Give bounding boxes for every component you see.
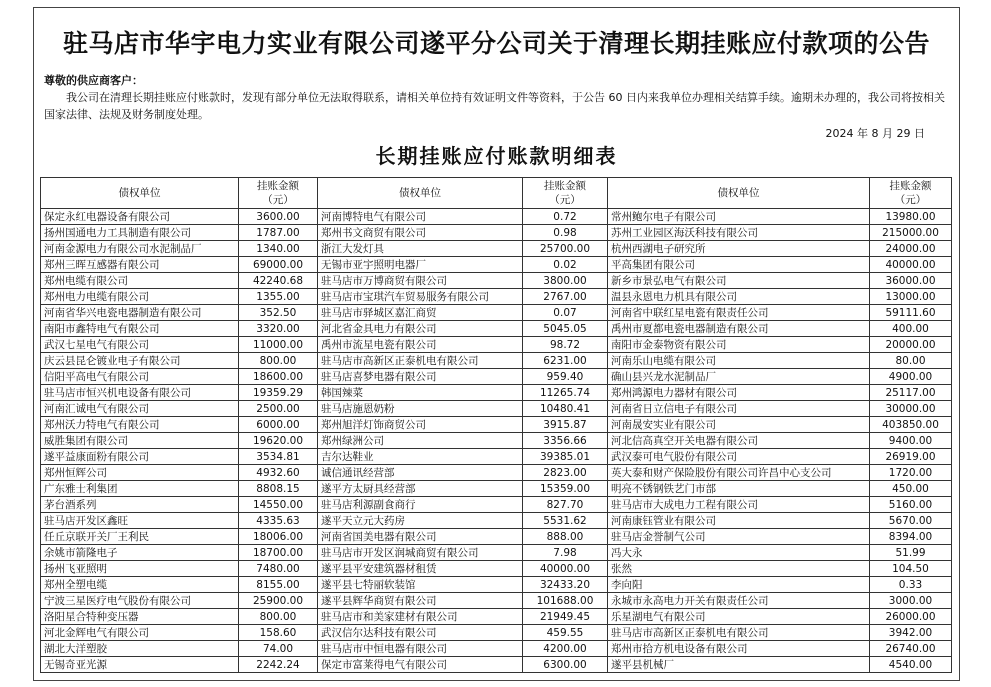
creditor-name: 武汉信尔达科技有限公司 — [318, 625, 523, 641]
creditor-name: 武汉七星电气有限公司 — [41, 337, 239, 353]
amount-value: 7480.00 — [239, 561, 318, 577]
amount-value: 403850.00 — [870, 417, 952, 433]
amount-value: 2500.00 — [239, 401, 318, 417]
creditor-name: 河南省国美电器有限公司 — [318, 529, 523, 545]
creditor-name: 平高集团有限公司 — [608, 257, 870, 273]
creditor-name: 庆云县昆仑镀业电子有限公司 — [41, 353, 239, 369]
creditor-name: 河南康钰管业有限公司 — [608, 513, 870, 529]
creditor-name: 英大泰和财产保险股份有限公司许昌中心支公司 — [608, 465, 870, 481]
table-row — [41, 305, 952, 321]
creditor-name: 河南省华兴电瓷电器制造有限公司 — [41, 305, 239, 321]
creditor-name: 郑州旭洋灯饰商贸公司 — [318, 417, 523, 433]
creditor-name: 遂平方太厨具经营部 — [318, 481, 523, 497]
creditor-name: 无锡奇亚光源 — [41, 657, 239, 673]
creditor-name: 诚信通讯经营部 — [318, 465, 523, 481]
table-row — [41, 625, 952, 641]
creditor-name: 茅台酒系列 — [41, 497, 239, 513]
amount-value: 20000.00 — [870, 337, 952, 353]
amount-value: 827.70 — [523, 497, 608, 513]
amount-value: 18700.00 — [239, 545, 318, 561]
amount-value: 21949.45 — [523, 609, 608, 625]
creditor-name: 驻马店金誉制气公司 — [608, 529, 870, 545]
creditor-name: 驻马店市大成电力工程有限公司 — [608, 497, 870, 513]
header-creditor-3: 债权单位 — [608, 178, 870, 209]
payables-table — [40, 177, 952, 673]
amount-value: 450.00 — [870, 481, 952, 497]
amount-value: 800.00 — [239, 353, 318, 369]
creditor-name: 冯大永 — [608, 545, 870, 561]
amount-value: 15359.00 — [523, 481, 608, 497]
creditor-name: 驻马店市和美家建材有限公司 — [318, 609, 523, 625]
amount-value: 98.72 — [523, 337, 608, 353]
amount-value: 459.55 — [523, 625, 608, 641]
creditor-name: 禹州市夏都电瓷电器制造有限公司 — [608, 321, 870, 337]
amount-value: 7.98 — [523, 545, 608, 561]
table-row — [41, 353, 952, 369]
table-title: 长期挂账应付账款明细表 — [375, 144, 618, 168]
amount-value: 6300.00 — [523, 657, 608, 673]
notice-date: 2024 年 8 月 29 日 — [825, 127, 925, 140]
table-row — [41, 641, 952, 657]
creditor-name: 吉尔达鞋业 — [318, 449, 523, 465]
table-row — [41, 513, 952, 529]
salutation: 尊敬的供应商客户： — [44, 74, 143, 87]
table-body — [41, 209, 952, 673]
table-row — [41, 241, 952, 257]
amount-value: 352.50 — [239, 305, 318, 321]
amount-value: 8808.15 — [239, 481, 318, 497]
creditor-name: 浙江大发灯具 — [318, 241, 523, 257]
amount-value: 25117.00 — [870, 385, 952, 401]
table-row — [41, 321, 952, 337]
amount-value: 8155.00 — [239, 577, 318, 593]
amount-value: 1355.00 — [239, 289, 318, 305]
amount-value: 74.00 — [239, 641, 318, 657]
table-row — [41, 609, 952, 625]
creditor-name: 驻马店市高新区正泰机电有限公司 — [608, 625, 870, 641]
header-creditor-2: 债权单位 — [318, 178, 523, 209]
amount-value: 3800.00 — [523, 273, 608, 289]
creditor-name: 驻马店施恩奶粉 — [318, 401, 523, 417]
creditor-name: 河北金辉电气有限公司 — [41, 625, 239, 641]
table-row — [41, 545, 952, 561]
amount-value: 3915.87 — [523, 417, 608, 433]
creditor-name: 河南省中联红星电瓷有限责任公司 — [608, 305, 870, 321]
table-row — [41, 577, 952, 593]
amount-value: 4200.00 — [523, 641, 608, 657]
amount-value: 959.40 — [523, 369, 608, 385]
table-row — [41, 561, 952, 577]
amount-value: 0.33 — [870, 577, 952, 593]
creditor-name: 郑州恒辉公司 — [41, 465, 239, 481]
amount-value: 40000.00 — [870, 257, 952, 273]
creditor-name: 郑州书文商贸有限公司 — [318, 225, 523, 241]
creditor-name: 遂平县辉华商贸有限公司 — [318, 593, 523, 609]
creditor-name: 南阳市鑫特电气有限公司 — [41, 321, 239, 337]
creditor-name: 郑州全塑电缆 — [41, 577, 239, 593]
table-row — [41, 209, 952, 225]
creditor-name: 郑州三晖互感器有限公司 — [41, 257, 239, 273]
amount-value: 3356.66 — [523, 433, 608, 449]
amount-value: 2242.24 — [239, 657, 318, 673]
amount-value: 101688.00 — [523, 593, 608, 609]
creditor-name: 扬州飞亚照明 — [41, 561, 239, 577]
amount-value: 25900.00 — [239, 593, 318, 609]
amount-value: 8394.00 — [870, 529, 952, 545]
amount-value: 4540.00 — [870, 657, 952, 673]
creditor-name: 确山县兴龙水泥制品厂 — [608, 369, 870, 385]
amount-value: 11265.74 — [523, 385, 608, 401]
creditor-name: 驻马店市宝琪汽车贸易服务有限公司 — [318, 289, 523, 305]
amount-value: 5531.62 — [523, 513, 608, 529]
amount-value: 3000.00 — [870, 593, 952, 609]
table-row — [41, 433, 952, 449]
creditor-name: 南阳市金泰物资有限公司 — [608, 337, 870, 353]
table-row — [41, 401, 952, 417]
creditor-name: 杭州西湖电子研究所 — [608, 241, 870, 257]
creditor-name: 遂平县平安建筑器材租赁 — [318, 561, 523, 577]
creditor-name: 遂平县七特丽软装馆 — [318, 577, 523, 593]
amount-value: 19359.29 — [239, 385, 318, 401]
amount-value: 30000.00 — [870, 401, 952, 417]
table-row — [41, 529, 952, 545]
amount-value: 215000.00 — [870, 225, 952, 241]
amount-value: 2767.00 — [523, 289, 608, 305]
notice-title: 驻马店市华宇电力实业有限公司遂平分公司关于清理长期挂账应付款项的公告 — [62, 29, 930, 58]
header-amount-3 — [870, 178, 952, 209]
creditor-name: 明亮不锈钢铁艺门市部 — [608, 481, 870, 497]
creditor-name: 郑州市拾方机电设备有限公司 — [608, 641, 870, 657]
header-amount-1 — [239, 178, 318, 209]
creditor-name: 温县永恩电力机具有限公司 — [608, 289, 870, 305]
table-row — [41, 385, 952, 401]
amount-value: 11000.00 — [239, 337, 318, 353]
amount-value: 3320.00 — [239, 321, 318, 337]
creditor-name: 永城市永高电力开关有限责任公司 — [608, 593, 870, 609]
amount-value: 69000.00 — [239, 257, 318, 273]
creditor-name: 驻马店市万博商贸有限公司 — [318, 273, 523, 289]
creditor-name: 河南乐山电缆有限公司 — [608, 353, 870, 369]
amount-value: 26000.00 — [870, 609, 952, 625]
amount-value: 18600.00 — [239, 369, 318, 385]
amount-value: 3942.00 — [870, 625, 952, 641]
amount-value: 13000.00 — [870, 289, 952, 305]
table-row — [41, 369, 952, 385]
table-row — [41, 417, 952, 433]
table-row — [41, 593, 952, 609]
table-row — [41, 497, 952, 513]
creditor-name: 驻马店利源副食商行 — [318, 497, 523, 513]
creditor-name: 扬州国通电力工具制造有限公司 — [41, 225, 239, 241]
amount-value: 5670.00 — [870, 513, 952, 529]
notice-body: 我公司在清理长期挂账应付账款时，发现有部分单位无法取得联系，请相关单位持有效证明文件等资料，于公告 60 日内来我单位办理相关结算手续。逾期未办理的，我公司将按相关国家法律、法规及财务制度处理。 — [44, 91, 945, 121]
creditor-name: 郑州绿洲公司 — [318, 433, 523, 449]
creditor-name: 新乡市景弘电气有限公司 — [608, 273, 870, 289]
creditor-name: 洛阳星合特种变压器 — [41, 609, 239, 625]
amount-value: 42240.68 — [239, 273, 318, 289]
amount-value: 0.07 — [523, 305, 608, 321]
creditor-name: 河南金源电力有限公司水泥制品厂 — [41, 241, 239, 257]
creditor-name: 李向阳 — [608, 577, 870, 593]
creditor-name: 余姚市箭隆电子 — [41, 545, 239, 561]
header-creditor-1: 债权单位 — [41, 178, 239, 209]
creditor-name: 广东雅士利集团 — [41, 481, 239, 497]
amount-value: 51.99 — [870, 545, 952, 561]
amount-value: 6000.00 — [239, 417, 318, 433]
header-amount-label: 挂账金额 — [889, 180, 932, 192]
creditor-name: 驻马店开发区鑫旺 — [41, 513, 239, 529]
amount-value: 2823.00 — [523, 465, 608, 481]
amount-value: 3534.81 — [239, 449, 318, 465]
creditor-name: 郑州电缆有限公司 — [41, 273, 239, 289]
amount-value: 104.50 — [870, 561, 952, 577]
amount-value: 3600.00 — [239, 209, 318, 225]
amount-value: 9400.00 — [870, 433, 952, 449]
creditor-name: 遂平益康面粉有限公司 — [41, 449, 239, 465]
amount-value: 5160.00 — [870, 497, 952, 513]
creditor-name: 武汉泰可电气股份有限公司 — [608, 449, 870, 465]
amount-value: 40000.00 — [523, 561, 608, 577]
amount-value: 10480.41 — [523, 401, 608, 417]
amount-value: 80.00 — [870, 353, 952, 369]
creditor-name: 河南省日立信电子有限公司 — [608, 401, 870, 417]
amount-value: 800.00 — [239, 609, 318, 625]
table-row — [41, 273, 952, 289]
amount-value: 4335.63 — [239, 513, 318, 529]
creditor-name: 湖北大洋塑胶 — [41, 641, 239, 657]
creditor-name: 遂平县机械厂 — [608, 657, 870, 673]
creditor-name: 河北信高真空开关电器有限公司 — [608, 433, 870, 449]
table-row — [41, 225, 952, 241]
creditor-name: 遂平天立元大药房 — [318, 513, 523, 529]
creditor-name: 郑州电力电缆有限公司 — [41, 289, 239, 305]
creditor-name: 常州鲍尔电子有限公司 — [608, 209, 870, 225]
creditor-name: 威胜集团有限公司 — [41, 433, 239, 449]
amount-value: 18006.00 — [239, 529, 318, 545]
table-row — [41, 465, 952, 481]
amount-value: 14550.00 — [239, 497, 318, 513]
amount-value: 888.00 — [523, 529, 608, 545]
amount-value: 32433.20 — [523, 577, 608, 593]
creditor-name: 驻马店市开发区润城商贸有限公司 — [318, 545, 523, 561]
amount-value: 1340.00 — [239, 241, 318, 257]
creditor-name: 河南汇诚电气有限公司 — [41, 401, 239, 417]
creditor-name: 驻马店市中恒电器有限公司 — [318, 641, 523, 657]
creditor-name: 保定永红电器设备有限公司 — [41, 209, 239, 225]
table-header-row — [41, 178, 952, 209]
creditor-name: 宁波三星医疗电气股份有限公司 — [41, 593, 239, 609]
creditor-name: 禹州市流星电瓷有限公司 — [318, 337, 523, 353]
creditor-name: 保定市富莱得电气有限公司 — [318, 657, 523, 673]
amount-value: 24000.00 — [870, 241, 952, 257]
creditor-name: 乐星湖电气有限公司 — [608, 609, 870, 625]
table-row — [41, 449, 952, 465]
amount-value: 5045.05 — [523, 321, 608, 337]
amount-value: 0.98 — [523, 225, 608, 241]
creditor-name: 任丘京联开关厂王利民 — [41, 529, 239, 545]
table-row — [41, 289, 952, 305]
amount-value: 39385.01 — [523, 449, 608, 465]
creditor-name: 驻马店市恒兴机电设备有限公司 — [41, 385, 239, 401]
creditor-name: 信阳平高电气有限公司 — [41, 369, 239, 385]
amount-value: 59111.60 — [870, 305, 952, 321]
header-amount-unit: （元） — [262, 194, 294, 206]
amount-value: 1787.00 — [239, 225, 318, 241]
creditor-name: 河北省金具电力有限公司 — [318, 321, 523, 337]
amount-value: 158.60 — [239, 625, 318, 641]
amount-value: 1720.00 — [870, 465, 952, 481]
amount-value: 13980.00 — [870, 209, 952, 225]
amount-value: 36000.00 — [870, 273, 952, 289]
creditor-name: 苏州工业园区海沃科技有限公司 — [608, 225, 870, 241]
header-amount-label: 挂账金额 — [544, 180, 586, 192]
amount-value: 25700.00 — [523, 241, 608, 257]
header-amount-2 — [523, 178, 608, 209]
amount-value: 6231.00 — [523, 353, 608, 369]
amount-value: 19620.00 — [239, 433, 318, 449]
creditor-name: 驻马店喜梦电器有限公司 — [318, 369, 523, 385]
amount-value: 4900.00 — [870, 369, 952, 385]
table-row — [41, 481, 952, 497]
amount-value: 26740.00 — [870, 641, 952, 657]
amount-value: 0.02 — [523, 257, 608, 273]
creditor-name: 无锡市亚宇照明电器厂 — [318, 257, 523, 273]
table-row — [41, 257, 952, 273]
table-row — [41, 657, 952, 673]
header-amount-unit: （元） — [549, 194, 581, 206]
amount-value: 400.00 — [870, 321, 952, 337]
header-amount-unit: （元） — [894, 194, 927, 206]
amount-value: 26919.00 — [870, 449, 952, 465]
creditor-name: 河南晟安实业有限公司 — [608, 417, 870, 433]
creditor-name: 驻马店市驿城区嘉汇商贸 — [318, 305, 523, 321]
creditor-name: 河南博特电气有限公司 — [318, 209, 523, 225]
header-amount-label: 挂账金额 — [257, 180, 299, 192]
table-row — [41, 337, 952, 353]
creditor-name: 驻马店市高新区正泰机电有限公司 — [318, 353, 523, 369]
creditor-name: 韩国辣菜 — [318, 385, 523, 401]
creditor-name: 郑州鸿源电力器材有限公司 — [608, 385, 870, 401]
amount-value: 0.72 — [523, 209, 608, 225]
amount-value: 4932.60 — [239, 465, 318, 481]
creditor-name: 张然 — [608, 561, 870, 577]
creditor-name: 郑州沃力特电气有限公司 — [41, 417, 239, 433]
